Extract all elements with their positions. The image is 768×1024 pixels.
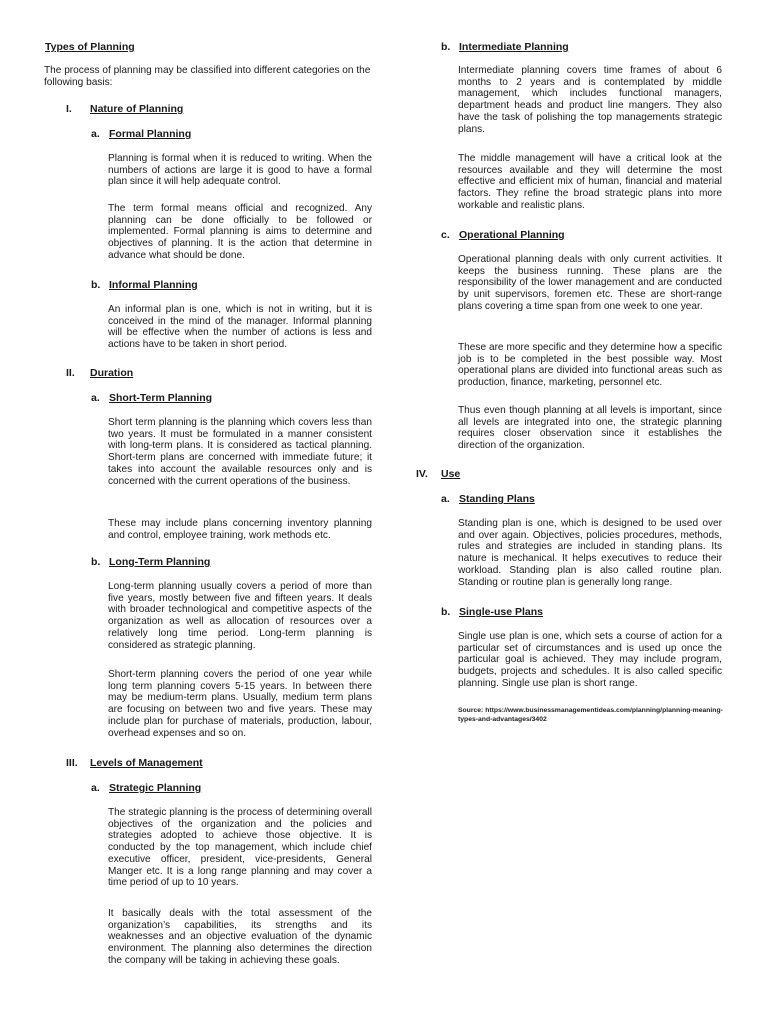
formal-paragraph-2: The term formal means official and recognized. Any planning can be done officially to be followed or implemented. Formal planning is aims to determine and objectives of planning. It is the action that determine in advance what should be done. xyxy=(108,203,372,261)
subsection-long-term-heading: b. Long-Term Planning xyxy=(91,556,211,568)
subsection-strategic-heading: a. Strategic Planning xyxy=(91,782,202,794)
subsection-operational-heading: c. Operational Planning xyxy=(441,229,565,241)
strategic-paragraph-1: The strategic planning is the process of determining overall objectives of the organization and the policies and strategies adopted to achieve those objective. It is conducted by the top management, which include chief executive officer, president, vice-presidents, General Manger etc. It is a long range planning and may cover a time period of up to 10 years. xyxy=(108,807,372,889)
intermediate-paragraph-1: Intermediate planning covers time frames of about 6 months to 2 years and is contemplated by middle management, which includes functional managers, department heads and product line mangers. They also have the task of polishing the top managements strategic plans. xyxy=(458,65,722,135)
operational-paragraph-1: Operational planning deals with only current activities. It keeps the business running. These plans are the responsibility of the lower management and are conducted by unit supervisors, foremen etc. These are short-range plans covering a time span from one week to one year. xyxy=(458,254,722,312)
intro-paragraph: The process of planning may be classified into different categories on the following basis: xyxy=(44,65,371,88)
formal-paragraph-1: Planning is formal when it is reduced to writing. When the numbers of actions are large it is good to have a formal plan since it will help adequate control. xyxy=(108,153,372,188)
section-use-heading: IV. Use xyxy=(416,468,461,480)
operational-paragraph-2: These are more specific and they determine how a specific job is to be completed in the best possible way. Most operational plans are divided into functional areas such as production, finance, marketing, personnel etc. xyxy=(458,342,722,389)
subsection-formal-heading: a. Formal Planning xyxy=(91,128,192,140)
informal-paragraph-1: An informal plan is one, which is not in writing, but it is conceived in the mind of the manager. Informal planning will be effective when the number of actions is less and actions have to be taken in short period. xyxy=(108,304,372,351)
short-term-paragraph-1: Short term planning is the planning which covers less than two years. It must be formulated in a manner consistent with long-term plans. It is considered as tactical planning. Short-term plans are concerned with immediate future; it takes into account the available resources only and is concerned with the current operations of the business. xyxy=(108,417,372,487)
section-duration-heading: II. Duration xyxy=(66,367,134,379)
subsection-standing-heading: a. Standing Plans xyxy=(441,493,535,505)
subsection-informal-heading: b. Informal Planning xyxy=(91,279,198,291)
subsection-single-use-heading: b. Single-use Plans xyxy=(441,606,544,618)
standing-paragraph-1: Standing plan is one, which is designed to be used over and over again. Objectives, policies procedures, methods, rules and strategies are included in standing plans. Its nature is mechanical. It helps executives to reduce their workload. Standing plan is also called routine plan. Standing or routine plan is generally long range. xyxy=(458,518,722,588)
intermediate-paragraph-2: The middle management will have a critical look at the resources available and they will determine the most effective and efficient mix of human, financial and material factors. They refine the broad strategic plans into more workable and realistic plans. xyxy=(458,153,722,211)
long-term-paragraph-1: Long-term planning usually covers a period of more than five years, mostly between five and fifteen years. It deals with broader technological and competitive aspects of the organization as well as allocation of resources over a relatively long time period. Long-term planning is considered as strategic planning. xyxy=(108,581,372,651)
operational-paragraph-3: Thus even though planning at all levels is important, since all levels are integrated into one, the strategic planning requires closer observation since it establishes the direction of the organization. xyxy=(458,405,722,452)
section-nature-heading: I. Nature of Planning xyxy=(66,103,184,115)
section-levels-heading: III. Levels of Management xyxy=(66,757,203,769)
long-term-paragraph-2: Short-term planning covers the period of one year while long term planning covers 5-15 years. In between there may be medium-term plans. Usually, medium term plans are focusing on between two and five years. These may include plan for purchase of materials, production, labour, overhead expenses and so on. xyxy=(108,669,372,739)
document-title: Types of Planning xyxy=(45,41,135,53)
source-citation: Source: https://www.businessmanagementideas.com/planning/planning-meaning-types-and-advantages/3402 xyxy=(458,707,723,723)
short-term-paragraph-2: These may include plans concerning inventory planning and control, employee training, work methods etc. xyxy=(108,518,372,541)
subsection-short-term-heading: a. Short-Term Planning xyxy=(91,392,213,404)
strategic-paragraph-2: It basically deals with the total assessment of the organization’s capabilities, its strengths and its weaknesses and an objective evaluation of the dynamic environment. The planning also determines the direction the company will be taking in achieving these goals. xyxy=(108,908,372,966)
subsection-intermediate-heading: b. Intermediate Planning xyxy=(441,41,569,53)
single-use-paragraph-1: Single use plan is one, which sets a course of action for a particular set of circumstances and is used up once the particular goal is achieved. They may include program, budgets, projects and schedules. It is also called specific planning. Single use plan is short range. xyxy=(458,631,722,689)
